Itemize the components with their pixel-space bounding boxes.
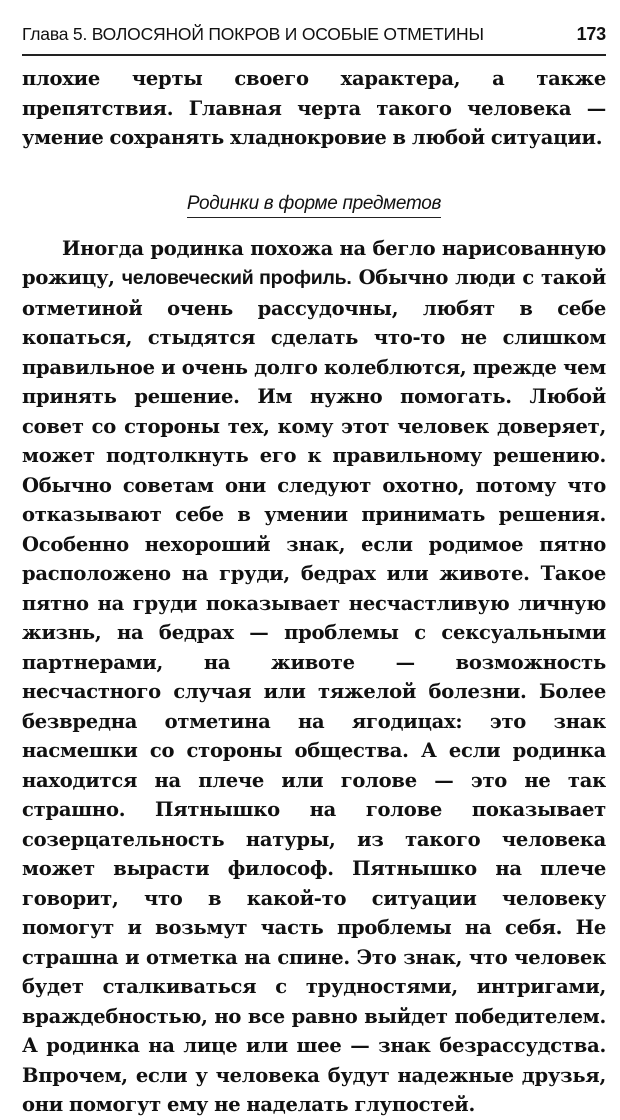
running-header [22,24,606,56]
chapter-title: Глава 5. ВОЛОСЯНОЙ ПОКРОВ И ОСОБЫЕ ОТМЕТИНЫ [22,24,484,44]
paragraph-text-start: Иногда родинка похожа на бегло нарисованную рожицу, [22,236,606,289]
section-paragraph [22,234,606,1120]
section-heading [22,193,606,218]
book-page [22,24,606,1120]
page-number: 173 [576,24,606,44]
section-heading-text: Родинки в форме предметов [187,193,441,218]
continued-paragraph: плохие черты своего характера, а также препятствия. Главная черта такого человека — умение сохранять хладнокровие в любой ситуации. [22,67,606,149]
paragraph-text-rest: Обычно люди с такой отметиной очень рассудочны, любят в себе копаться, стыдятся сделать что-то не слишком правильное и очень долго колеблются, прежде чем принять решение. Им нужно помогать. Любой совет со стороны тех, кому этот человек доверяет, может подтолкнуть его к правильному решению. Обычно советам они следуют охотно, потому что отказывают себе в умении принимать решения. Особенно нехороший знак, если родимое пятно расположено на груди, бедрах или животе. Такое пятно на груди показывает несчастливую личную жизнь, на бедрах — проблемы с сексуальными партнерами, на животе — возможность несчастного случая или тяжелой болезни. Более безвредна отметина на ягодицах: это знак насмешки со стороны общества. А если родинка находится на плече или голове — это не так страшно. Пятнышко на голове показывает созерцательность натуры, из такого человека может вырасти философ. Пятнышко на плече говорит, что в какой-то ситуации человеку помогут и возьмут часть проблемы на себя. Не страшна и отметка на спине. Это знак, что человек будет сталкиваться с трудностями, интригами, враждебностью, но все равно выйдет победителем. А родинка на лице или шее — знак безрассудства. Впрочем, если у человека будут надежные друзья, они помогут ему не наделать глупостей. [22,266,606,1116]
emphasized-term: человеческий профиль. [121,267,352,289]
